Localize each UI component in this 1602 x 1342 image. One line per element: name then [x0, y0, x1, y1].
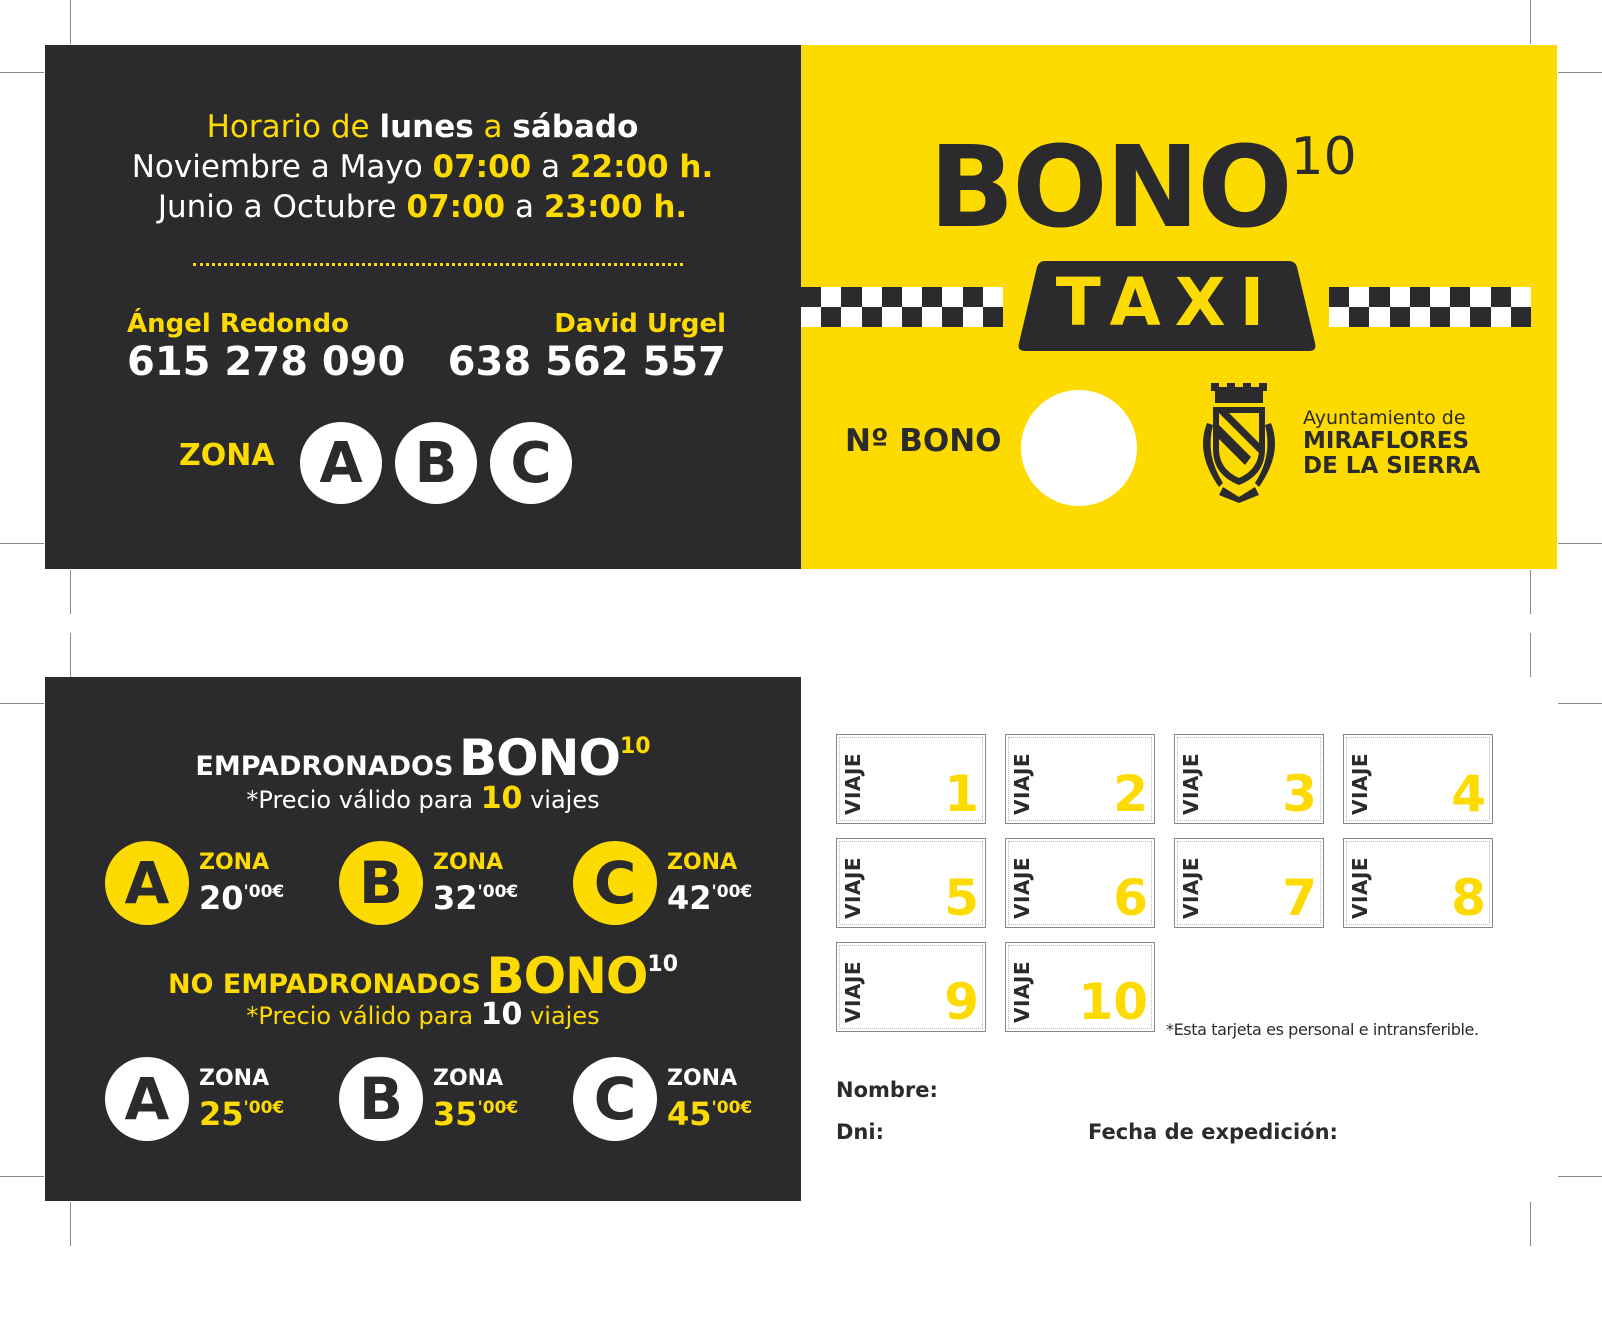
- bono-title-text: BONO: [929, 123, 1291, 253]
- checker-square: [1349, 287, 1369, 307]
- schedule-text: 23:00 h.: [543, 189, 688, 225]
- note-text: 10: [480, 997, 523, 1032]
- checker-square: [801, 287, 821, 307]
- bono-number-label: Nº BONO: [845, 423, 1002, 459]
- checker-square: [1491, 287, 1511, 307]
- trip-number: 4: [1451, 765, 1486, 823]
- crop-mark: [1558, 703, 1602, 704]
- crop-mark: [1558, 72, 1602, 73]
- driver-name: David Urgel: [554, 309, 726, 339]
- front-left-panel: [45, 45, 801, 569]
- trip-label: VIAJE: [1010, 752, 1034, 815]
- driver-1: [127, 309, 405, 385]
- checker-square: [1369, 307, 1389, 327]
- schedule-text: a: [473, 109, 513, 145]
- zone-a-circle: A: [300, 422, 382, 504]
- checker-square: [1430, 307, 1450, 327]
- checker-square: [1450, 307, 1470, 327]
- schedule-text: Horario de: [206, 109, 380, 145]
- checker-square: [1410, 307, 1430, 327]
- schedule-text: a: [505, 189, 544, 225]
- checker-square: [922, 307, 942, 327]
- schedule-text: Noviembre a Mayo: [131, 149, 433, 185]
- note-text: *Precio válido para: [246, 786, 481, 814]
- crop-mark: [1530, 1202, 1531, 1246]
- zone-c-circle: C: [490, 422, 572, 504]
- schedule-line-3: [45, 187, 800, 227]
- driver-name: Ángel Redondo: [127, 309, 349, 339]
- checker-square: [1511, 287, 1531, 307]
- checker-square: [1369, 287, 1389, 307]
- price-value: 25: [199, 1095, 244, 1133]
- checker-square: [983, 307, 1003, 327]
- zone-c-circle: C: [573, 1057, 657, 1141]
- checker-square: [1470, 307, 1490, 327]
- price-zone-label: ZONA: [433, 850, 504, 875]
- price-value: 32: [433, 879, 478, 917]
- note-text: viajes: [522, 1002, 600, 1030]
- checker-square: [1390, 287, 1410, 307]
- note-text: 10: [480, 781, 523, 816]
- trip-number: 7: [1282, 869, 1317, 927]
- zone-b-circle: B: [339, 841, 423, 925]
- trip-number: 6: [1113, 869, 1148, 927]
- no-empadronados-bono-sup: 10: [647, 952, 679, 977]
- no-empadronados-label: NO EMPADRONADOS: [167, 969, 481, 1000]
- note-text: viajes: [522, 786, 600, 814]
- checker-square: [1329, 307, 1349, 327]
- price-no-empadronados-a: [105, 1057, 284, 1141]
- crop-mark: [70, 0, 71, 44]
- trip-label: VIAJE: [841, 856, 865, 919]
- trip-label: VIAJE: [1348, 752, 1372, 815]
- crop-mark: [1530, 570, 1531, 614]
- trip-box-8[interactable]: [1343, 838, 1493, 928]
- price-value: 42: [667, 879, 712, 917]
- back-right-panel: [801, 677, 1557, 1201]
- trip-box-5[interactable]: [836, 838, 986, 928]
- checker-square: [801, 307, 821, 327]
- crop-mark: [1530, 0, 1531, 44]
- trip-label: VIAJE: [841, 752, 865, 815]
- schedule-text: 22:00 h.: [569, 149, 714, 185]
- schedule-line-1: [45, 107, 800, 147]
- checker-square: [821, 307, 841, 327]
- zone-b-circle: B: [339, 1057, 423, 1141]
- checker-square: [1511, 307, 1531, 327]
- price-empadronados-b: [339, 841, 518, 925]
- zone-c-circle: C: [573, 841, 657, 925]
- ayuntamiento-line: MIRAFLORES: [1303, 428, 1470, 454]
- no-empadronados-bono: BONO: [486, 947, 648, 1005]
- price-zone-label: ZONA: [199, 1066, 270, 1091]
- checker-strip-right: [1329, 287, 1531, 327]
- trip-box-2[interactable]: [1005, 734, 1155, 824]
- checker-strip-left: [801, 287, 1003, 327]
- note-text: *Precio válido para: [246, 1002, 481, 1030]
- nombre-label: Nombre:: [836, 1078, 938, 1102]
- trip-box-3[interactable]: [1174, 734, 1324, 824]
- driver-phone[interactable]: 615 278 090: [127, 339, 406, 385]
- no-empadronados-note: [45, 997, 801, 1032]
- empadronados-title: [45, 729, 801, 787]
- trip-box-6[interactable]: [1005, 838, 1155, 928]
- trip-number: 9: [944, 973, 979, 1031]
- price-no-empadronados-c: [573, 1057, 752, 1141]
- schedule-text: 07:00: [432, 149, 532, 185]
- checker-square: [902, 287, 922, 307]
- checker-square: [942, 307, 962, 327]
- trip-label: VIAJE: [1179, 752, 1203, 815]
- price-decimal: '00€: [243, 1098, 285, 1118]
- price-zone-label: ZONA: [667, 850, 738, 875]
- trip-box-4[interactable]: [1343, 734, 1493, 824]
- checker-square: [963, 307, 983, 327]
- schedule-text: lunes: [379, 109, 474, 145]
- trip-number: 2: [1113, 765, 1148, 823]
- price-value: 35: [433, 1095, 478, 1133]
- taxi-label: TAXI: [1055, 264, 1279, 341]
- checker-square: [922, 287, 942, 307]
- crop-mark: [1558, 543, 1602, 544]
- crop-mark: [1558, 1176, 1602, 1177]
- trip-label: VIAJE: [1010, 856, 1034, 919]
- checker-square: [1349, 307, 1369, 327]
- schedule-text: sábado: [512, 109, 639, 145]
- dni-label: Dni:: [836, 1120, 884, 1144]
- checker-square: [1390, 307, 1410, 327]
- empadronados-note: [45, 781, 801, 816]
- checker-square: [862, 287, 882, 307]
- schedule-line-2: [45, 147, 800, 187]
- price-zone-label: ZONA: [433, 1066, 504, 1091]
- zone-a-circle: A: [105, 1057, 189, 1141]
- price-value: 20: [199, 879, 244, 917]
- checker-square: [1410, 287, 1430, 307]
- checker-square: [1329, 287, 1349, 307]
- trip-label: VIAJE: [841, 960, 865, 1023]
- crop-mark: [1530, 633, 1531, 677]
- driver-2: [448, 309, 726, 385]
- empadronados-bono: BONO: [458, 729, 620, 787]
- schedule-text: Junio a Octubre: [157, 189, 407, 225]
- checker-square: [963, 287, 983, 307]
- crop-mark: [0, 72, 44, 73]
- trip-box-10[interactable]: [1005, 942, 1155, 1032]
- dotted-divider: [193, 263, 683, 266]
- coat-of-arms-icon: [1193, 383, 1285, 505]
- price-decimal: '00€: [243, 882, 285, 902]
- price-value: 45: [667, 1095, 712, 1133]
- ayuntamiento-line: DE LA SIERRA: [1303, 453, 1481, 479]
- checker-square: [1450, 287, 1470, 307]
- trip-label: VIAJE: [1010, 960, 1034, 1023]
- checker-square: [841, 307, 861, 327]
- checker-square: [902, 307, 922, 327]
- price-no-empadronados-b: [339, 1057, 518, 1141]
- bono-number-circle[interactable]: [1021, 390, 1137, 506]
- bono-title-sup: 10: [1290, 127, 1357, 187]
- price-decimal: '00€: [477, 1098, 519, 1118]
- ayuntamiento-text: [1303, 407, 1480, 479]
- price-zone-label: ZONA: [667, 1066, 738, 1091]
- checker-square: [942, 287, 962, 307]
- checker-square: [983, 287, 1003, 307]
- price-decimal: '00€: [477, 882, 519, 902]
- bono-title: [929, 97, 1357, 253]
- zona-label: ZONA: [179, 438, 275, 473]
- crop-mark: [0, 543, 44, 544]
- trip-number: 3: [1282, 765, 1317, 823]
- empadronados-label: EMPADRONADOS: [195, 751, 454, 782]
- crop-mark: [0, 703, 44, 704]
- zone-b-circle: B: [395, 422, 477, 504]
- back-left-panel: [45, 677, 801, 1201]
- price-empadronados-a: [105, 841, 284, 925]
- price-decimal: '00€: [711, 1098, 753, 1118]
- checker-square: [1470, 287, 1490, 307]
- crop-mark: [0, 1176, 44, 1177]
- schedule-text: a: [531, 149, 570, 185]
- trip-box-9[interactable]: [836, 942, 986, 1032]
- crop-mark: [70, 570, 71, 614]
- empadronados-bono-sup: 10: [619, 734, 651, 759]
- price-empadronados-c: [573, 841, 752, 925]
- trip-number: 8: [1451, 869, 1486, 927]
- price-zone-label: ZONA: [199, 850, 270, 875]
- trip-number: 10: [1078, 973, 1148, 1031]
- trip-label: VIAJE: [1348, 856, 1372, 919]
- checker-square: [841, 287, 861, 307]
- trip-label: VIAJE: [1179, 856, 1203, 919]
- crop-mark: [70, 1202, 71, 1246]
- checker-square: [862, 307, 882, 327]
- price-decimal: '00€: [711, 882, 753, 902]
- disclaimer-text: *Esta tarjeta es personal e intransferible.: [1166, 1020, 1479, 1039]
- trip-box-1[interactable]: [836, 734, 986, 824]
- checker-square: [821, 287, 841, 307]
- ayuntamiento-line: Ayuntamiento de: [1303, 407, 1466, 429]
- trip-number: 1: [944, 765, 979, 823]
- trip-box-7[interactable]: [1174, 838, 1324, 928]
- checker-square: [882, 307, 902, 327]
- schedule-text: 07:00: [406, 189, 506, 225]
- zone-a-circle: A: [105, 841, 189, 925]
- checker-square: [1430, 287, 1450, 307]
- fecha-label: Fecha de expedición:: [1088, 1120, 1338, 1144]
- checker-square: [882, 287, 902, 307]
- trip-number: 5: [944, 869, 979, 927]
- crop-mark: [70, 633, 71, 677]
- checker-square: [1491, 307, 1511, 327]
- driver-phone[interactable]: 638 562 557: [447, 339, 726, 385]
- front-right-panel: [801, 45, 1557, 569]
